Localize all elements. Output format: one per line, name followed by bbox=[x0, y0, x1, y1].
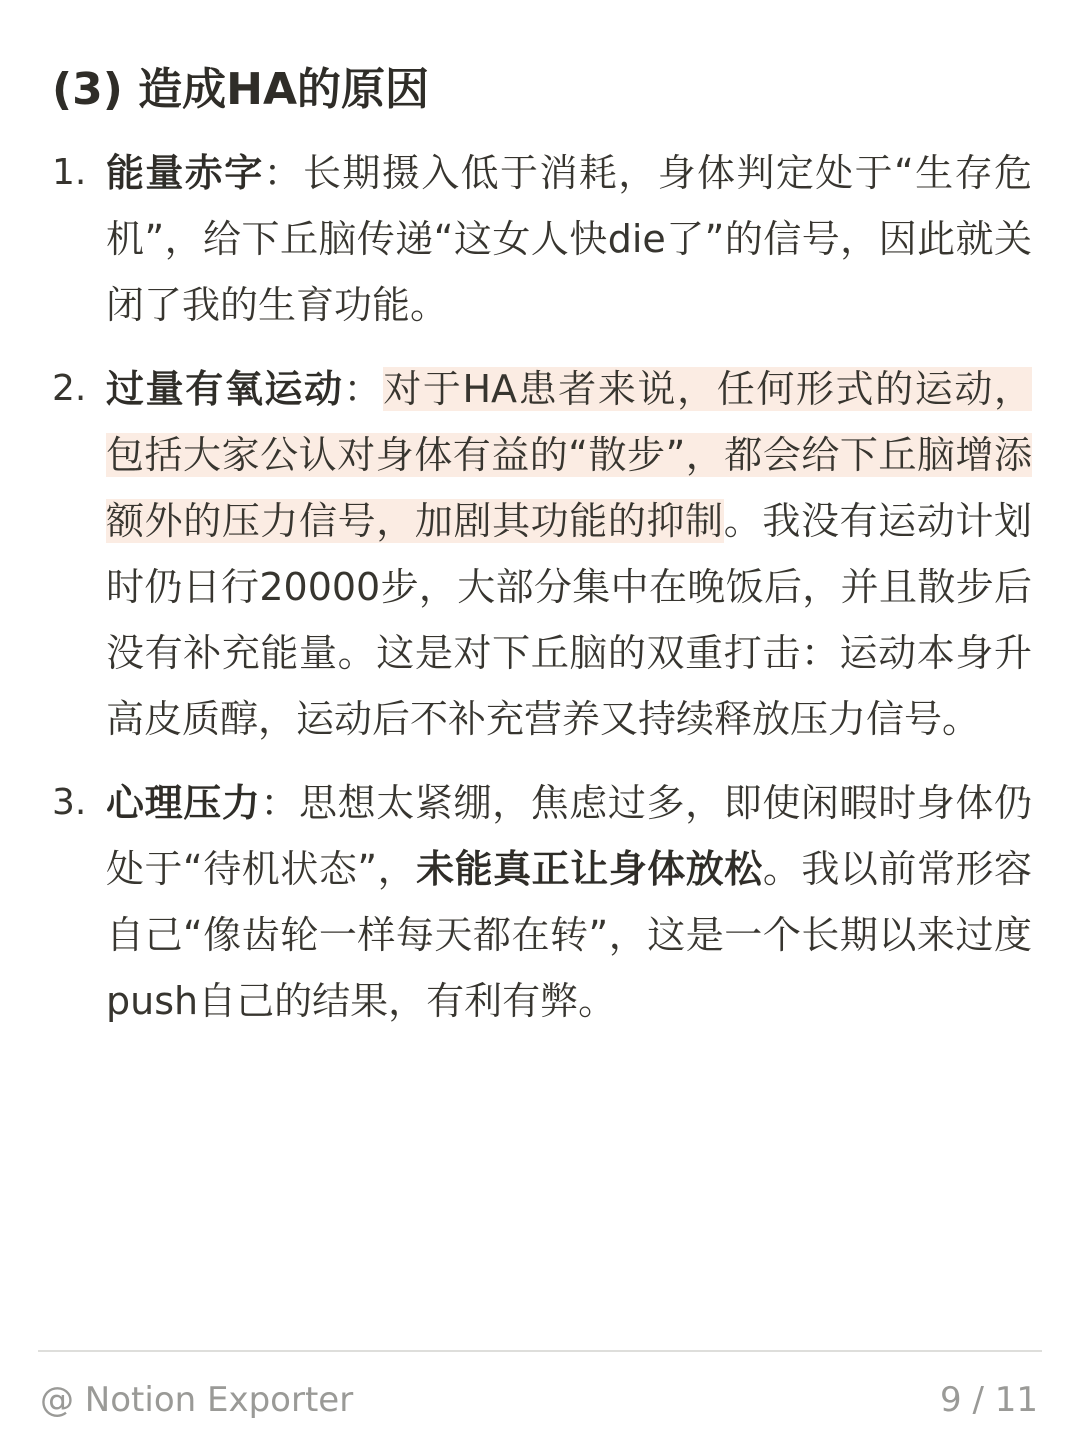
list-number: 3. bbox=[52, 782, 87, 823]
item-term: 能量赤字 bbox=[106, 151, 264, 195]
item-term: 过量有氧运动 bbox=[106, 367, 344, 411]
page-indicator: 9 / 11 bbox=[940, 1380, 1038, 1420]
item-body: 长期摄入低于消耗，身体判定处于“生存危机”，给下丘脑传递“这女人快die了”的信号，因此就关闭了我的生育功能。 bbox=[106, 151, 1032, 327]
list-item-text bbox=[106, 140, 1032, 338]
item-body: 。我没有运动计划时仍日行20000步，大部分集中在晚饭后，并且散步后没有补充能量。这是对下丘脑的双重打击：运动本身升高皮质醇，运动后不补充营养又持续释放压力信号。 bbox=[106, 499, 1032, 741]
item-body-after: 。我以前常形容自己“像齿轮一样每天都在转”，这是一个长期以来过度push自己的结果，有利有弊。 bbox=[106, 847, 1032, 1023]
item-term: 心理压力 bbox=[106, 781, 261, 825]
list-item-energy-deficit bbox=[52, 140, 1032, 338]
item-body-before: 思想太紧绷，焦虑过多，即使闲暇时身体仍处于“待机状态”， bbox=[106, 781, 1032, 891]
section-heading: (3) 造成HA的原因 bbox=[52, 64, 430, 115]
list-item-excessive-cardio bbox=[52, 356, 1032, 752]
bold-inline-text: 未能真正让身体放松 bbox=[416, 847, 763, 891]
term-separator: ： bbox=[343, 367, 384, 411]
list-number: 2. bbox=[52, 368, 87, 409]
page-content bbox=[52, 58, 1032, 1052]
footer-source: @ Notion Exporter bbox=[40, 1380, 354, 1420]
cause-list bbox=[52, 140, 1032, 1034]
footer-divider bbox=[38, 1350, 1042, 1352]
term-separator: ： bbox=[263, 151, 304, 195]
highlighted-text: 对于HA患者来说，任何形式的运动，包括大家公认对身体有益的“散步”，都会给下丘脑增添额外的压力信号，加剧其功能的抑制 bbox=[106, 367, 1032, 543]
list-item-psychological-stress bbox=[52, 770, 1032, 1034]
list-item-text bbox=[106, 770, 1032, 1034]
term-separator: ： bbox=[260, 781, 300, 825]
list-item-text bbox=[106, 356, 1032, 752]
list-number: 1. bbox=[52, 152, 87, 193]
